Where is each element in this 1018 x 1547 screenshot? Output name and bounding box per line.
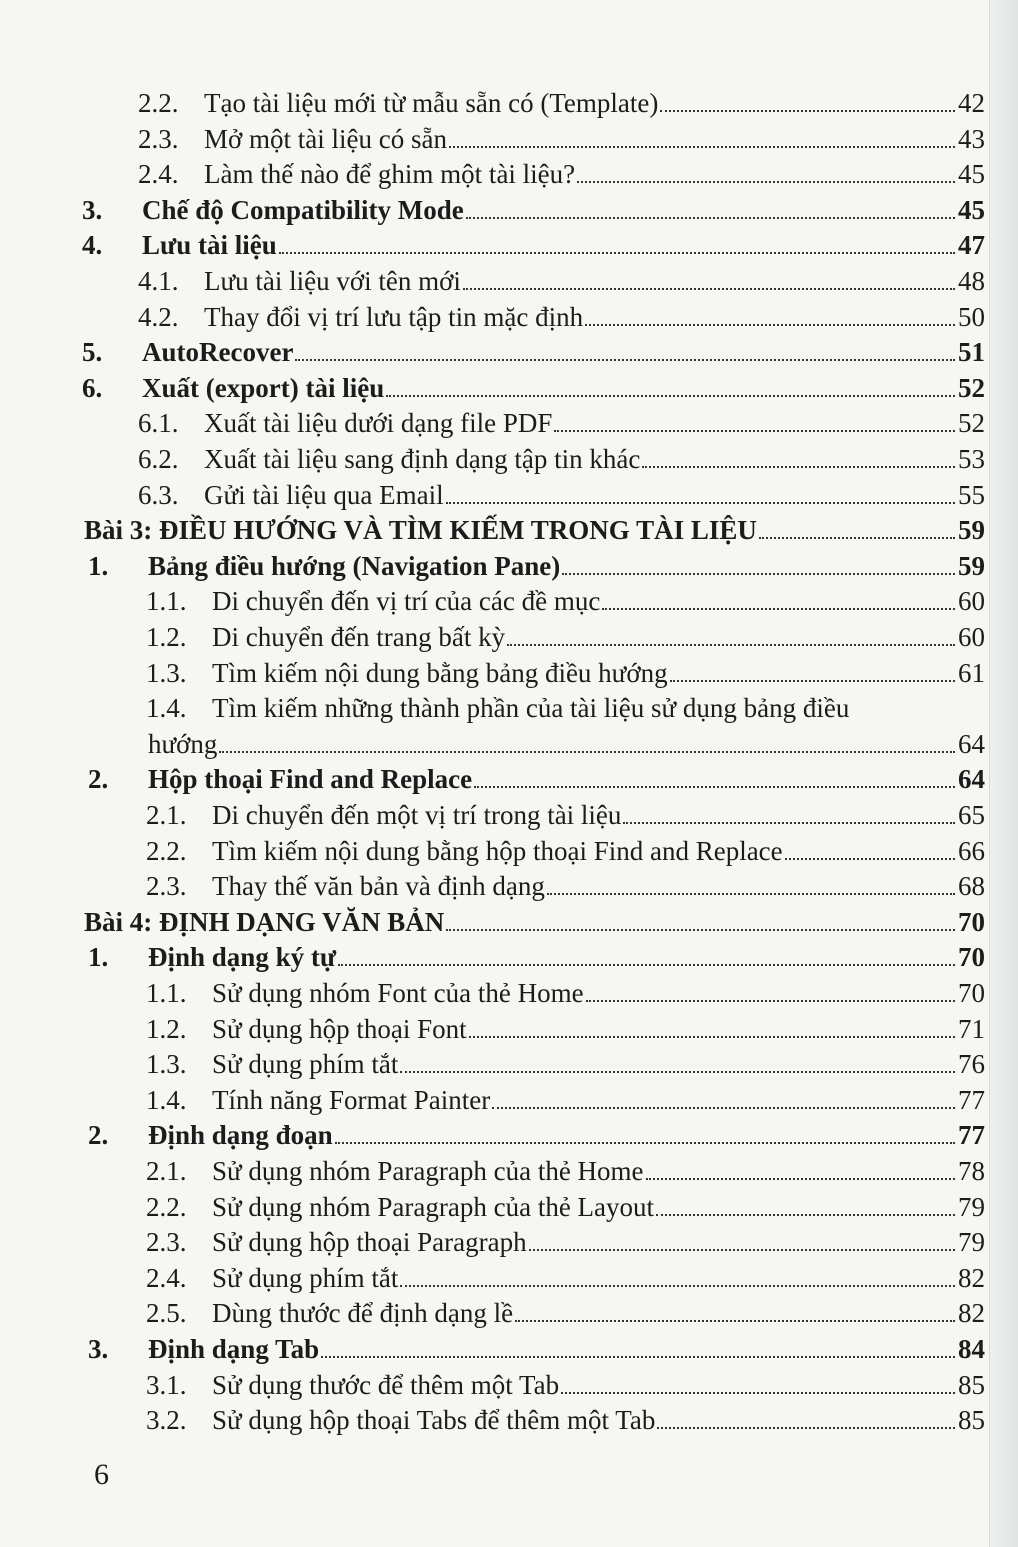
- toc-entry: [146, 868, 985, 904]
- toc-entry-label: Hộp thoại Find and Replace: [148, 764, 473, 795]
- toc-entry-label: Sử dụng hộp thoại Paragraph: [212, 1227, 527, 1258]
- toc-entry-page: 82: [958, 1298, 985, 1329]
- toc-entry: [88, 548, 985, 584]
- toc-entry-label: hướng: [148, 728, 218, 759]
- toc-entry-page: 77: [958, 1120, 985, 1151]
- toc-entry: [88, 939, 985, 975]
- toc-entry-label: Tìm kiếm nội dung bằng bảng điều hướng: [212, 657, 668, 688]
- toc-entry-page: 76: [958, 1049, 985, 1080]
- toc-leader-dots: [602, 608, 955, 610]
- toc-leader-dots: [469, 1036, 955, 1038]
- toc-entry: [138, 85, 985, 121]
- toc-entry-number: 2.3.: [138, 123, 179, 154]
- toc-entry: [82, 227, 985, 263]
- toc-entry-number: 2.5.: [146, 1298, 187, 1329]
- toc-entry-number: 1.3.: [146, 1049, 187, 1080]
- toc-entry: [146, 1260, 985, 1296]
- toc-entry-number: 2.1.: [146, 1156, 187, 1186]
- page-edge: [989, 0, 1018, 1547]
- toc-leader-dots: [585, 324, 955, 326]
- toc-entry-number: 1.4.: [146, 1084, 187, 1115]
- toc-leader-dots: [759, 537, 955, 539]
- toc-entry-label: Tìm kiếm nội dung bằng hộp thoại Find and Replace: [212, 835, 783, 866]
- toc-entry-label: Sử dụng nhóm Paragraph của thẻ Layout: [212, 1191, 655, 1222]
- toc-entry-number: 1.2.: [146, 1013, 187, 1044]
- toc-entry: [146, 690, 985, 726]
- toc-leader-dots: [463, 288, 955, 290]
- toc-entry-number: 2.1.: [146, 800, 187, 830]
- toc-entry-number: 3.1.: [146, 1369, 187, 1400]
- toc-leader-dots: [466, 217, 955, 219]
- toc-entry-label: Xuất tài liệu sang định dạng tập tin khác: [204, 444, 641, 474]
- toc-entry-number: 4.2.: [138, 301, 179, 332]
- toc-leader-dots: [400, 1285, 955, 1287]
- toc-leader-dots: [660, 110, 955, 112]
- toc-entry-page: 45: [958, 159, 985, 190]
- toc-leader-dots: [657, 1427, 955, 1429]
- toc-entry-label: Lưu tài liệu: [142, 230, 277, 261]
- toc-entry-number: 2.4.: [138, 159, 179, 190]
- toc-leader-dots: [670, 680, 955, 682]
- toc-entry-label: Chế độ Compatibility Mode: [142, 194, 464, 225]
- toc-leader-dots: [562, 573, 955, 575]
- toc-entry-number: 1.3.: [146, 657, 187, 688]
- toc-leader-dots: [474, 786, 955, 788]
- toc-entry-page: 65: [958, 800, 985, 830]
- toc-entry: [146, 619, 985, 655]
- toc-leader-dots: [646, 1178, 955, 1180]
- toc-entry-label: Xuất (export) tài liệu: [142, 372, 385, 403]
- toc-entry-label: Di chuyển đến vị trí của các đề mục: [212, 586, 601, 617]
- toc-entry-number: 1.1.: [146, 978, 187, 1008]
- toc-entry-number: 2.: [88, 1120, 109, 1151]
- toc-entry-page: 52: [958, 372, 985, 403]
- toc-entry: [82, 334, 985, 370]
- toc-entry-label: Sử dụng nhóm Font của thẻ Home: [212, 978, 584, 1008]
- toc-entry-number: 2.: [88, 764, 109, 795]
- toc-leader-dots: [515, 1320, 955, 1322]
- toc-entry: [88, 761, 985, 797]
- toc-entry-label: Tạo tài liệu mới từ mẫu sẵn có (Template): [204, 88, 659, 118]
- toc-entry-number: 6.1.: [138, 408, 179, 439]
- toc-leader-dots: [219, 751, 955, 753]
- toc-entry-page: 64: [958, 764, 985, 795]
- toc-entry: [84, 904, 985, 940]
- toc-leader-dots: [386, 395, 955, 397]
- toc-entry-label: Lưu tài liệu với tên mới: [204, 266, 461, 296]
- toc-entry-page: 42: [958, 88, 985, 118]
- toc-entry-label: Bài 3: ĐIỀU HƯỚNG VÀ TÌM KIẾM TRONG TÀI LIỆU: [84, 515, 757, 546]
- toc-entry: [82, 192, 985, 228]
- toc-entry-page: 53: [958, 444, 985, 474]
- toc-entry-label: Bảng điều hướng (Navigation Pane): [148, 550, 561, 581]
- toc-entry-label: Dùng thước để định dạng lề: [212, 1298, 514, 1329]
- toc-entry: [146, 833, 985, 869]
- toc-entry-label: Xuất tài liệu dưới dạng file PDF: [204, 408, 553, 439]
- toc-entry-number: 4.1.: [138, 266, 179, 296]
- toc-leader-dots: [279, 252, 955, 254]
- toc-leader-dots: [295, 359, 955, 361]
- toc-leader-dots: [400, 1071, 955, 1073]
- toc-entry-page: 59: [958, 515, 985, 546]
- toc-leader-dots: [338, 964, 955, 966]
- toc-entry-label: Tính năng Format Painter: [212, 1084, 491, 1115]
- toc-entry-label: Sử dụng nhóm Paragraph của thẻ Home: [212, 1156, 644, 1186]
- toc-entry-number: 2.4.: [146, 1262, 187, 1293]
- toc-entry-page: 59: [958, 550, 985, 581]
- toc-entry-page: 84: [958, 1334, 985, 1364]
- toc-entry-label: Sử dụng phím tắt: [212, 1049, 399, 1080]
- toc-entry: [146, 1224, 985, 1260]
- toc-entry-label: Làm thế nào để ghim một tài liệu?: [204, 159, 576, 190]
- toc-leader-dots: [446, 929, 955, 931]
- toc-entry-label: Gửi tài liệu qua Email: [204, 479, 444, 510]
- toc-entry-label: Sử dụng hộp thoại Font: [212, 1013, 467, 1044]
- toc-entry-number: 3.: [82, 194, 103, 225]
- toc-entry-number: 6.2.: [138, 444, 179, 474]
- toc-entry: [138, 121, 985, 157]
- toc-entry-page: 43: [958, 123, 985, 154]
- toc-entry-label: Sử dụng phím tắt: [212, 1262, 399, 1293]
- toc-entry-page: 64: [958, 728, 985, 759]
- toc-entry: [88, 1331, 985, 1367]
- toc-entry-label: Định dạng đoạn: [148, 1120, 333, 1151]
- toc-entry-number: 3.: [88, 1334, 109, 1364]
- toc-entry-page: 47: [958, 230, 985, 261]
- toc-entry: [146, 655, 985, 691]
- toc-entry: [146, 1082, 985, 1118]
- toc-entry-number: 2.3.: [146, 1227, 187, 1258]
- toc-entry-page: 78: [958, 1156, 985, 1186]
- toc-entry-page: 51: [958, 337, 985, 368]
- toc-entry-number: 2.2.: [146, 835, 187, 866]
- toc-entry-number: 6.: [82, 372, 103, 403]
- toc-entry-page: 71: [958, 1013, 985, 1044]
- toc-entry: [146, 1153, 985, 1189]
- toc-entry: [138, 299, 985, 335]
- toc-entry-page: 60: [958, 622, 985, 652]
- toc-leader-dots: [529, 1249, 955, 1251]
- toc-entry-page: 70: [958, 978, 985, 1008]
- toc-leader-dots: [449, 146, 955, 148]
- toc-entry-page: 52: [958, 408, 985, 439]
- toc-leader-dots: [586, 1000, 955, 1002]
- toc-entry-page: 66: [958, 835, 985, 866]
- toc-entry-number: 5.: [82, 337, 103, 368]
- toc-leader-dots: [561, 1392, 955, 1394]
- toc-leader-dots: [507, 644, 955, 646]
- toc-entry: [138, 441, 985, 477]
- toc-entry-number: 1.: [88, 942, 109, 973]
- toc-entry-label: AutoRecover: [142, 337, 294, 368]
- toc-entry-page: 70: [958, 906, 985, 937]
- page-number: 6: [94, 1458, 109, 1491]
- toc-leader-dots: [547, 893, 955, 895]
- toc-entry: [146, 1046, 985, 1082]
- toc-entry: [146, 1367, 985, 1403]
- toc-entry-number: 4.: [82, 230, 103, 261]
- toc-entry: [88, 1117, 985, 1153]
- toc-leader-dots: [642, 466, 955, 468]
- toc-entry-page: 85: [958, 1405, 985, 1436]
- toc-entry-page: 45: [958, 194, 985, 225]
- toc-entry-page: 55: [958, 479, 985, 510]
- toc-entry: [138, 477, 985, 513]
- toc-entry: [82, 370, 985, 406]
- toc-entry-number: 3.2.: [146, 1405, 187, 1436]
- toc-leader-dots: [554, 430, 955, 432]
- toc-entry: [138, 405, 985, 441]
- toc-leader-dots: [446, 502, 955, 504]
- toc-entry: [138, 156, 985, 192]
- toc-entry-page: 50: [958, 301, 985, 332]
- toc-entry-page: 77: [958, 1084, 985, 1115]
- toc-entry: [146, 797, 985, 833]
- toc-entry: [148, 726, 985, 762]
- toc-entry-label: Thay đổi vị trí lưu tập tin mặc định: [204, 301, 584, 332]
- toc-entry: [146, 583, 985, 619]
- toc-entry-number: 2.2.: [146, 1191, 187, 1222]
- toc-entry-number: 1.4.: [146, 693, 187, 724]
- toc-entry-number: 1.1.: [146, 586, 187, 617]
- toc-entry-number: 2.2.: [138, 88, 179, 118]
- toc-entry-label: Thay thế văn bản và định dạng: [212, 871, 545, 902]
- toc-entry-number: 1.: [88, 550, 109, 581]
- toc-entry-page: 60: [958, 586, 985, 617]
- toc-entry: [84, 512, 985, 548]
- toc-entry: [146, 1189, 985, 1225]
- toc-entry-label: Sử dụng thước để thêm một Tab: [212, 1369, 560, 1400]
- toc-entry-label: Định dạng ký tự: [148, 942, 337, 973]
- toc-leader-dots: [335, 1142, 955, 1144]
- toc-entry-number: 6.3.: [138, 479, 179, 510]
- toc-entry-page: 48: [958, 266, 985, 296]
- toc-entry: [146, 1402, 985, 1438]
- toc-entry-page: 79: [958, 1227, 985, 1258]
- toc-leader-dots: [492, 1107, 955, 1109]
- toc-entry-label: Định dạng Tab: [148, 1334, 320, 1364]
- toc-entry-page: 79: [958, 1191, 985, 1222]
- toc-entry: [146, 975, 985, 1011]
- toc-leader-dots: [785, 858, 955, 860]
- toc-entry-page: 70: [958, 942, 985, 973]
- toc-leader-dots: [577, 181, 955, 183]
- toc-entry-label: Sử dụng hộp thoại Tabs để thêm một Tab: [212, 1405, 656, 1436]
- toc-entry: [146, 1295, 985, 1331]
- toc-entry: [138, 263, 985, 299]
- toc-entry-number: 2.3.: [146, 871, 187, 902]
- toc-entry-label: Di chuyển đến một vị trí trong tài liệu: [212, 800, 622, 830]
- toc-leader-dots: [623, 822, 955, 824]
- toc-entry-label: Di chuyển đến trang bất kỳ: [212, 622, 506, 652]
- toc-entry-page: 85: [958, 1369, 985, 1400]
- toc-entry-number: 1.2.: [146, 622, 187, 652]
- toc-entry-label: Mở một tài liệu có sẵn: [204, 123, 447, 154]
- toc-leader-dots: [656, 1214, 955, 1216]
- toc-entry: [146, 1011, 985, 1047]
- toc-entry-page: 82: [958, 1262, 985, 1293]
- toc-entry-page: 68: [958, 871, 985, 902]
- toc-entry-label: Bài 4: ĐỊNH DẠNG VĂN BẢN: [84, 906, 445, 937]
- toc-entry-label: Tìm kiếm những thành phần của tài liệu sử dụng bảng điều: [212, 693, 850, 724]
- toc-leader-dots: [321, 1356, 955, 1358]
- toc-entry-page: 61: [958, 657, 985, 688]
